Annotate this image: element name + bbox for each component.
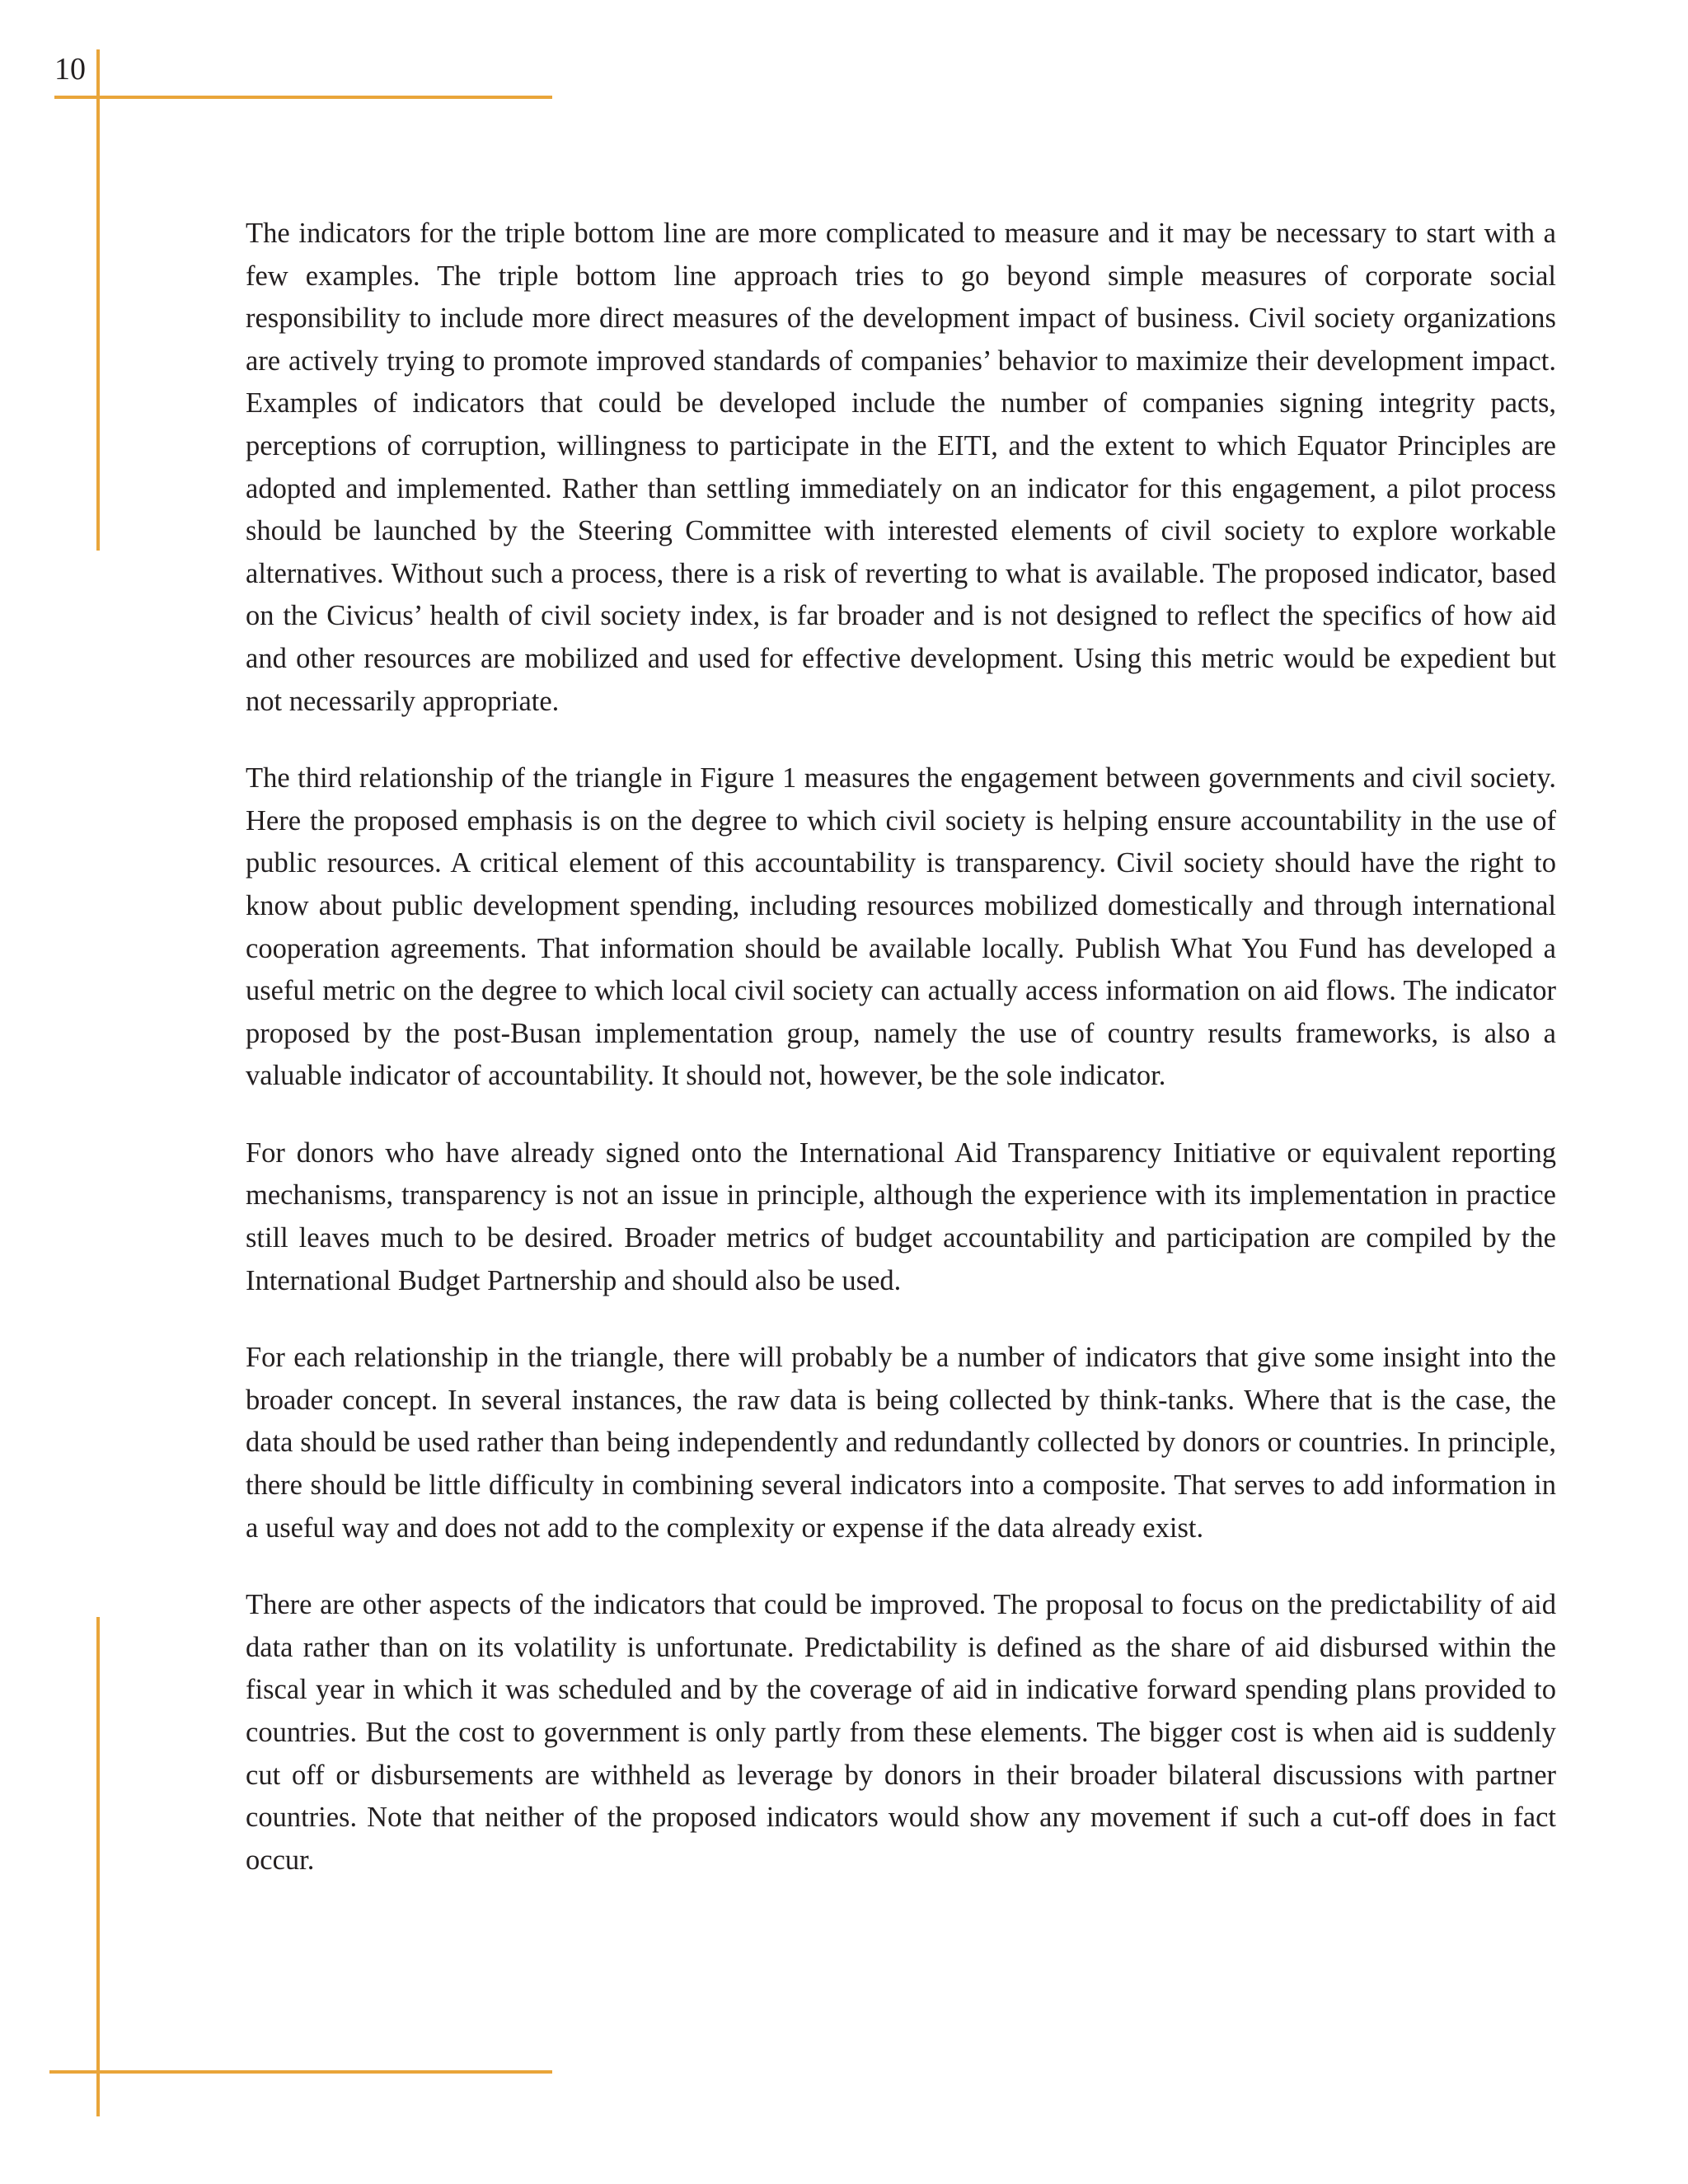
paragraph-donor-transparency: For donors who have already signed onto the International Aid Transparency Initiative or equivalent reporting mechanisms, transparency is not an issue in principle, although the experience with its implementation in practice still leaves much to be desired. Broader metrics of budget accountability and participation are compiled by the International Budget Partnership and should also be used. (246, 1137, 1556, 1296)
top-left-horizontal-rule (54, 96, 552, 99)
paragraph-composite-indicators: For each relationship in the triangle, there will probably be a number of indicators that give some insight into the broader concept. In several instances, the raw data is being collected by think-tanks. Where that is the case, the data should be used rather than being independently and redundantly collected by donors or countries. In principle, there should be little difficulty in combining several indicators into a composite. That serves to add information in a useful way and does not add to the complexity or expense if the data already exist. (246, 1342, 1556, 1544)
top-left-vertical-rule (96, 49, 100, 551)
paragraph-triple-bottom-line: The indicators for the triple bottom line are more complicated to measure and it may be necessary to start with a few examples. The triple bottom line approach tries to go beyond simple measures of corporate social responsibility to include more direct measures of the development impact of business. Civil society organizations are actively trying to promote improved standards of companies’ behavior to maximize their development impact. Examples of indicators that could be developed include the number of companies signing integrity pacts, perceptions of corruption, willingness to participate in the EITI, and the extent to which Equator Principles are adopted and implemented. Rather than settling immediately on an indicator for this engagement, a pilot process should be launched by the Steering Committee with interested elements of civil society to explore workable alternatives. Without such a process, there is a risk of reverting to what is available. The proposed indicator, based on the Civicus’ health of civil society index, is far broader and is not designed to reflect the specifics of how aid and other resources are mobilized and used for effective development. Using this metric would be expedient but not necessarily appropriate. (246, 218, 1556, 717)
bottom-left-vertical-rule (96, 1617, 100, 2116)
page-number: 10 (54, 52, 86, 87)
paragraph-government-civil-society: The third relationship of the triangle in Figure 1 measures the engagement between governments and civil society. Here the proposed emphasis is on the degree to which civil society is helping ensure accountability in the use of public resources. A critical element of this accountability is transparency. Civil society should have the right to know about public development spending, including resources mobilized domestically and through international cooperation agreements. That information should be available locally. Publish What You Fund has developed a useful metric on the degree to which local civil society can actually access information on aid flows. The indicator proposed by the post-Busan implementation group, namely the use of country results frameworks, is also a valuable indicator of accountability. It should not, however, be the sole indicator. (246, 762, 1556, 1092)
bottom-left-horizontal-rule (49, 2070, 552, 2074)
paragraph-predictability: There are other aspects of the indicators that could be improved. The proposal to focus on the predictability of aid data rather than on its volatility is unfortunate. Predictability is defined as the share of aid disbursed within the fiscal year in which it was scheduled and by the coverage of aid in indicative forward spending plans provided to countries. But the cost to government is only partly from these elements. The bigger cost is when aid is suddenly cut off or disbursements are withheld as leverage by donors in their broader bilateral discussions with partner countries. Note that neither of the proposed indicators would show any movement if such a cut-off does in fact occur. (246, 1589, 1556, 1876)
body-text (246, 213, 1556, 1916)
